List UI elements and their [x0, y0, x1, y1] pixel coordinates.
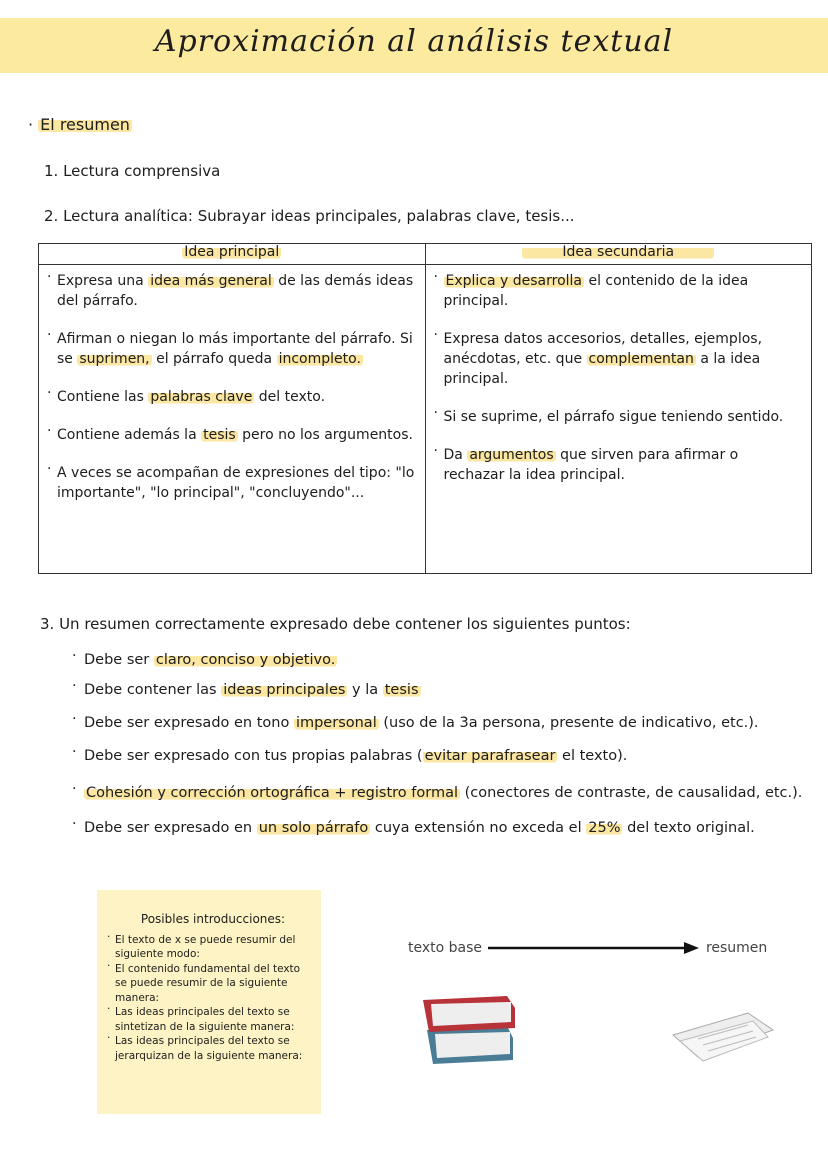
highlighted-text: 25%: [588, 820, 621, 836]
point-item: [84, 715, 759, 731]
text: Debe ser expresado en: [84, 820, 257, 836]
highlighted-text: evitar parafrasear: [424, 748, 556, 764]
secundaria-item: [434, 445, 804, 485]
text: el párrafo queda: [151, 351, 277, 367]
text: el texto).: [557, 748, 628, 764]
point-item: [84, 785, 802, 801]
principal-item: [47, 463, 417, 503]
text: Expresa una: [57, 273, 149, 289]
header-idea-secundaria: [425, 244, 812, 265]
highlighted-text: impersonal: [295, 715, 377, 731]
text: Contiene además la: [57, 427, 202, 443]
text: de las demás ideas del párrafo.: [57, 273, 414, 309]
text: el contenido de la idea principal.: [443, 273, 749, 309]
highlighted-text: idea más general: [150, 273, 272, 289]
secundaria-item: [434, 271, 804, 311]
principal-item: [47, 387, 417, 407]
highlighted-text: Explica y desarrolla: [445, 273, 583, 289]
text: (conectores de contraste, de causalidad, etc.).: [460, 785, 803, 801]
principal-item: [47, 271, 417, 311]
diagram-arrow: [408, 940, 808, 956]
section-heading: · El resumen: [28, 115, 130, 134]
highlighted-text: suprimen,: [79, 351, 150, 367]
section-label: El resumen: [40, 115, 130, 134]
principal-item: [47, 425, 417, 445]
step-3: 3. Un resumen correctamente expresado debe contener los siguientes puntos:: [40, 615, 631, 633]
to-label: resumen: [705, 940, 768, 956]
point-item: [84, 748, 627, 764]
highlighted-text: argumentos: [469, 447, 554, 463]
highlighted-text: tesis: [203, 427, 236, 443]
principal-item: [47, 329, 417, 369]
header-label: Idea secundaria: [522, 244, 714, 260]
page-title: Aproximación al análisis textual: [154, 24, 674, 59]
note-item: · Las ideas principales del texto se sintetizan de la siguiente manera:: [115, 1005, 311, 1034]
text: y la: [347, 682, 383, 698]
highlighted-text: ideas principales: [223, 682, 346, 698]
text: Debe ser: [84, 652, 154, 668]
text: Debe contener las: [84, 682, 222, 698]
text: Debe ser expresado con tus propias palabras (: [84, 748, 423, 764]
highlighted-text: claro, conciso y objetivo.: [155, 652, 336, 668]
text: del texto.: [254, 389, 326, 405]
text: Da: [443, 447, 468, 463]
point-item: [84, 682, 421, 698]
text: Debe ser expresado en tono: [84, 715, 294, 731]
secundaria-item: [434, 407, 804, 427]
text: Afirman o niegan lo más importante del párrafo. Si se: [57, 331, 413, 367]
highlighted-text: complementan: [588, 351, 694, 367]
highlighted-text: tesis: [384, 682, 419, 698]
text: que sirven para afirmar o rechazar la idea principal.: [443, 447, 739, 483]
step-1: 1. Lectura comprensiva: [44, 162, 221, 180]
secundaria-item: [434, 329, 804, 389]
highlighted-text: un solo párrafo: [258, 820, 369, 836]
header-idea-principal: [39, 244, 426, 265]
step-2: 2. Lectura analítica: Subrayar ideas principales, palabras clave, tesis...: [44, 207, 575, 225]
intro-note: [97, 890, 321, 1114]
highlighted-text: palabras clave: [150, 389, 253, 405]
text: Expresa datos accesorios, detalles, ejemplos, anécdotas, etc. que: [443, 331, 763, 367]
right-column: [425, 265, 812, 574]
header-label: Idea principal: [184, 244, 280, 260]
ideas-table: [38, 243, 812, 574]
books-icon: [415, 990, 535, 1070]
note-heading: Posibles introducciones:: [140, 912, 286, 926]
point-item: [84, 820, 755, 836]
text: cuya extensión no exceda el: [370, 820, 587, 836]
note-item: · El texto de x se puede resumir del siguiente modo:: [115, 933, 311, 962]
highlighted-text: incompleto.: [278, 351, 361, 367]
note-item: · Las ideas principales del texto se jerarquizan de la siguiente manera:: [115, 1034, 311, 1063]
note-item: · El contenido fundamental del texto se puede resumir de la siguiente manera:: [115, 962, 311, 1006]
text: (uso de la 3a persona, presente de indicativo, etc.).: [378, 715, 759, 731]
left-column: [39, 265, 426, 574]
point-item: [84, 652, 337, 668]
papers-icon: [668, 1005, 778, 1065]
text: Si se suprime, el párrafo sigue teniendo sentido.: [443, 409, 784, 425]
text: A veces se acompañan de expresiones del tipo: "lo importante", "lo principal", "concluyendo"...: [57, 465, 415, 501]
text: pero no los argumentos.: [237, 427, 413, 443]
text: a la idea principal.: [443, 351, 761, 387]
text: del texto original.: [622, 820, 755, 836]
from-label: texto base: [408, 940, 483, 956]
arrow-icon: [486, 941, 701, 955]
text: Contiene las: [57, 389, 149, 405]
highlighted-text: Cohesión y corrección ortográfica + registro formal: [86, 785, 458, 801]
